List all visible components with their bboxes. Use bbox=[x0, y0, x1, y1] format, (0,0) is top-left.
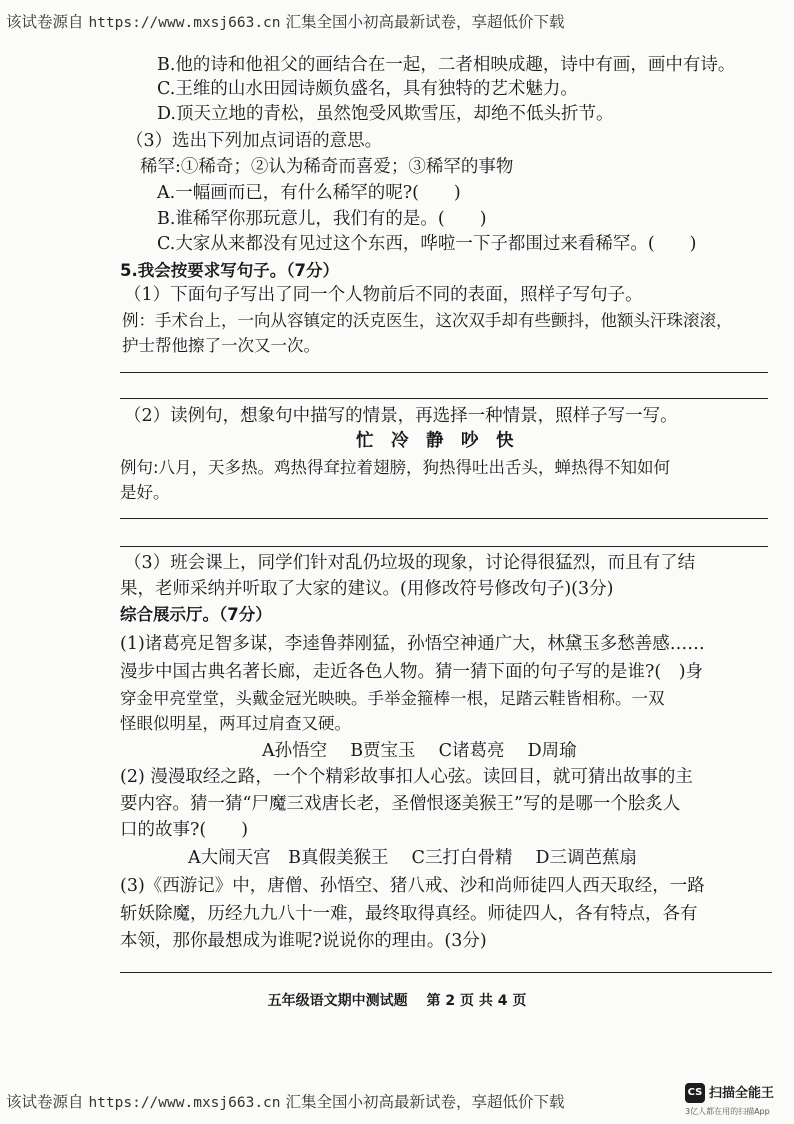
q5-part1-example-line2: 护士帮他擦了一次又一次。 bbox=[122, 336, 320, 355]
q5-title: 5.我会按要求写句子。（7分） bbox=[120, 261, 339, 280]
q4-3-option-a: A.一幅画而已，有什么稀罕的呢?( ) bbox=[157, 183, 461, 203]
q6-s2-line3: 口的故事?( ) bbox=[120, 820, 249, 840]
q5-part1-example-line1: 例：手术台上，一向从容镇定的沃克医生，这次双手却有些颤抖，他额头汗珠滚滚， bbox=[122, 311, 733, 330]
q5-part2-example-line1: 例句:八月，天多热。鸡热得耷拉着翅膀，狗热得吐出舌头，蝉热得不知如何 bbox=[120, 458, 671, 477]
q6-s1-line3: 穿金甲亮堂堂，头戴金冠光映映。手举金箍棒一根，足踏云鞋皆相称。一双 bbox=[120, 689, 665, 708]
q6-s2-options: A大闹天宫 B真假美猴王 C三打白骨精 D三调芭蕉扇 bbox=[188, 848, 638, 868]
q4-3-option-c: C.大家从来都没有见过这个东西，哗啦一下子都围过来看稀罕。( ) bbox=[157, 234, 697, 254]
q4-option-c: C.王维的山水田园诗颇负盛名，具有独特的艺术魅力。 bbox=[157, 79, 578, 99]
source-watermark-bottom: 该试卷源自 https://www.mxsj663.cn 汇集全国小初高最新试卷，享超低价下载 bbox=[6, 1093, 565, 1111]
q5-part2-example-line2: 是好。 bbox=[120, 483, 170, 502]
q6-s3-line2: 斩妖除魔，历经九九八十一难，最终取得真经。师徒四人，各有特点，各有 bbox=[120, 904, 698, 924]
source-watermark-top: 该试卷源自 https://www.mxsj663.cn 汇集全国小初高最新试卷，享超低价下载 bbox=[6, 13, 565, 31]
q5-part2-title: （2）读例句，想象句中描写的情景，再选择一种情景，照样子写一写。 bbox=[124, 406, 678, 426]
camscanner-tagline: 3亿人都在用的扫描App bbox=[685, 1107, 770, 1116]
q4-3-title: （3）选出下列加点词语的意思。 bbox=[126, 131, 383, 151]
camscanner-logo-icon: CS bbox=[685, 1083, 705, 1103]
answer-line bbox=[120, 972, 772, 973]
q5-part2-words: 忙 冷 静 吵 快 bbox=[356, 431, 514, 451]
answer-line bbox=[120, 398, 768, 399]
q4-3-meanings: 稀罕:①稀奇；②认为稀奇而喜爱；③稀罕的事物 bbox=[140, 157, 514, 177]
camscanner-name: 扫描全能王 bbox=[709, 1086, 775, 1101]
source-url[interactable]: https://www.mxsj663.cn bbox=[88, 15, 281, 31]
answer-line bbox=[120, 372, 768, 373]
q6-s2-line1: (2) 漫漫取经之路，一个个精彩故事扣人心弦。读回目，就可猜出故事的主 bbox=[120, 767, 693, 787]
q5-part3-line1: （3）班会课上，同学们针对乱仍垃圾的现象，讨论得很猛烈，而且有了结 bbox=[124, 553, 696, 573]
answer-line bbox=[120, 546, 768, 547]
q6-title: 综合展示厅。（7分） bbox=[120, 605, 272, 624]
q6-s1-line4: 怪眼似明星，两耳过肩查又硬。 bbox=[120, 714, 351, 733]
q6-s1-line1: (1)诸葛亮足智多谋，李逵鲁莽刚猛，孙悟空神通广大，林黛玉多愁善感…… bbox=[120, 634, 705, 654]
q6-s2-line2: 要内容。猜一猜“尸魔三戏唐长老，圣僧恨逐美猴王”写的是哪一个脍炙人 bbox=[120, 794, 681, 814]
q5-part3-line2: 果，老师采纳并听取了大家的建议。(用修改符号修改句子)(3分) bbox=[120, 579, 614, 599]
source-url[interactable]: https://www.mxsj663.cn bbox=[88, 1095, 281, 1111]
q4-3-option-b: B.谁稀罕你那玩意儿，我们有的是。( ) bbox=[157, 209, 487, 229]
q4-option-d: D.顶天立地的青松，虽然饱受风欺雪压，却绝不低头折节。 bbox=[157, 104, 614, 124]
q6-s1-line2: 漫步中国古典名著长廊，走近各色人物。猜一猜下面的句子写的是谁?( )身 bbox=[120, 662, 704, 682]
q6-s3-line3: 本领，那你最想成为谁呢?说说你的理由。(3分) bbox=[120, 931, 487, 951]
q6-s1-options: A孙悟空 B贾宝玉 C诸葛亮 D周瑜 bbox=[262, 741, 577, 761]
q6-s3-line1: (3)《西游记》中，唐僧、孙悟空、猪八戒、沙和尚师徒四人西天取经，一路 bbox=[120, 876, 705, 896]
q4-option-b: B.他的诗和他祖父的画结合在一起，二者相映成趣，诗中有画，画中有诗。 bbox=[157, 55, 736, 75]
page-footer: 五年级语文期中测试题 第 2 页 共 4 页 bbox=[267, 993, 527, 1009]
answer-line bbox=[120, 518, 768, 519]
q5-part1-title: （1）下面句子写出了同一个人物前后不同的表面，照样子写句子。 bbox=[124, 285, 643, 305]
